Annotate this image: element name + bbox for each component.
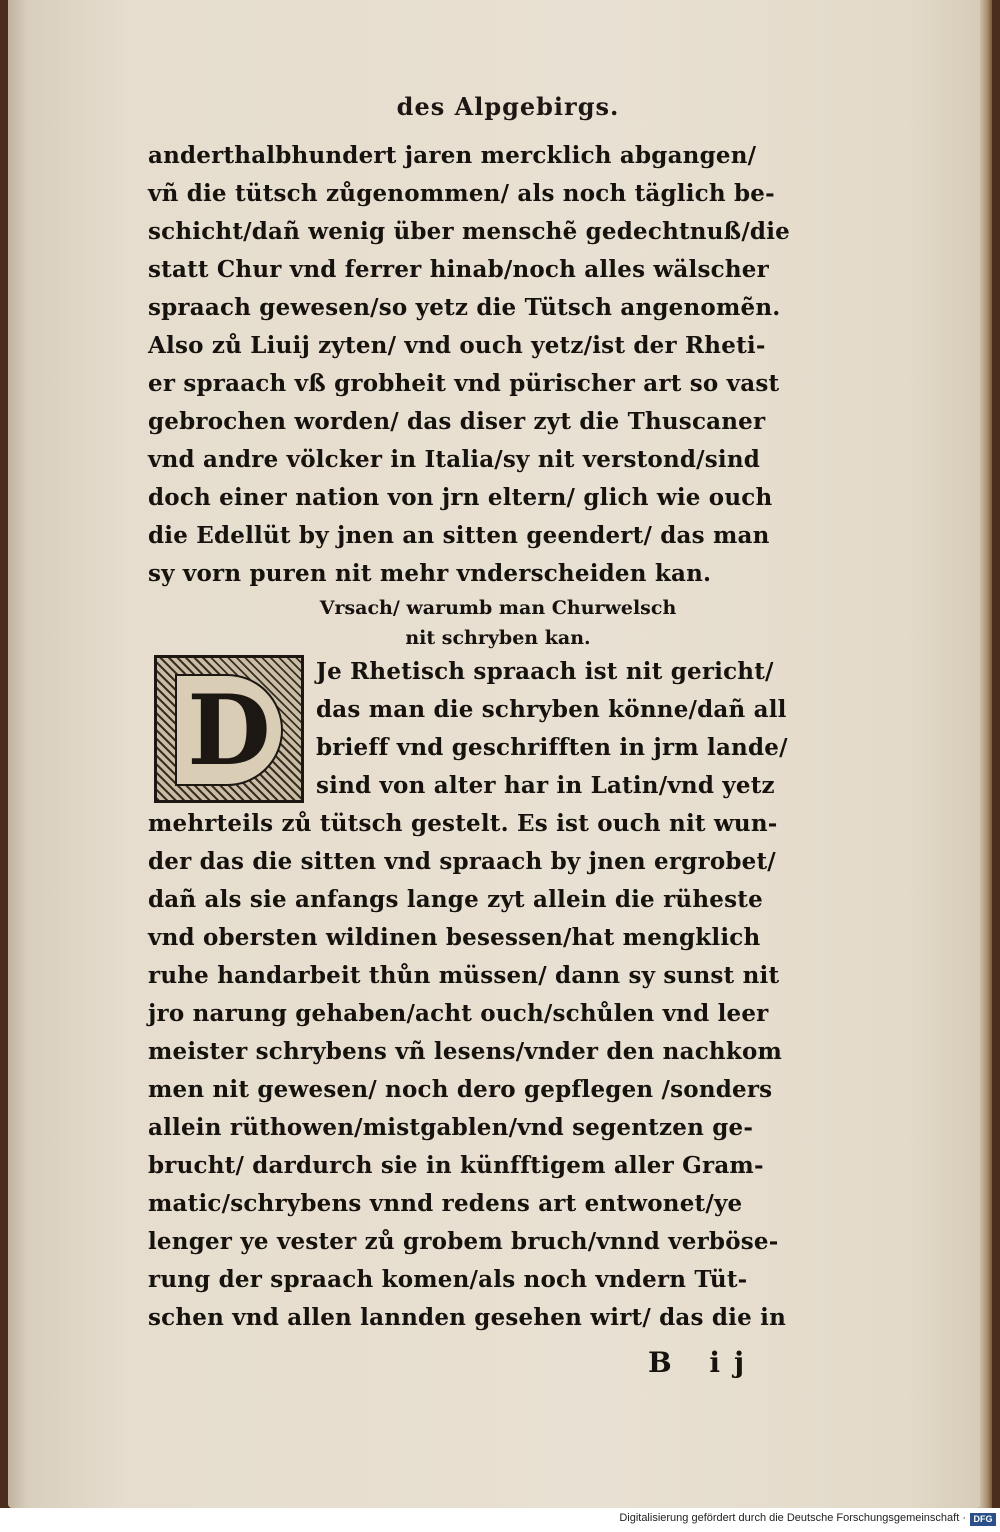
signature-mark: B ij bbox=[648, 1346, 759, 1379]
running-head: des Alpgebirgs. bbox=[396, 92, 620, 121]
text-line: vnd obersten wildinen besessen/hat mengklich bbox=[148, 924, 761, 951]
text-line: er spraach vß grobheit vnd pürischer art so vast bbox=[148, 370, 780, 397]
text-line: die Edellüt by jnen an sitten geendert/ das man bbox=[148, 522, 770, 549]
footer-bar bbox=[0, 1508, 1000, 1532]
text-line: dañ als sie anfangs lange zyt allein die rüheste bbox=[148, 886, 763, 913]
text-line: allein rüthowen/mistgablen/vnd segentzen ge- bbox=[148, 1114, 754, 1141]
text-line: Also zů Liuij zyten/ vnd ouch yetz/ist der Rheti- bbox=[148, 332, 766, 359]
text-line: der das die sitten vnd spraach by jnen ergrobet/ bbox=[148, 848, 776, 875]
text-block bbox=[148, 137, 808, 1337]
text-line: vnd andre völcker in Italia/sy nit verstond/sind bbox=[148, 446, 761, 473]
paper-page bbox=[8, 0, 982, 1508]
text-line: matic/schrybens vnnd redens art entwonet/ye bbox=[148, 1190, 743, 1217]
decorated-initial bbox=[154, 655, 304, 803]
paragraph-top bbox=[148, 137, 808, 593]
initial-letter: D bbox=[175, 674, 283, 786]
text-line: sy vorn puren nit mehr vnderscheiden kan. bbox=[148, 560, 712, 587]
indented-text-line: brieff vnd geschrifften in jrm lande/ bbox=[316, 734, 788, 761]
dfg-logo: DFG bbox=[970, 1513, 996, 1526]
indented-text-line: sind von alter har in Latin/vnd yetz bbox=[316, 772, 775, 799]
indented-text-line: Je Rhetisch spraach ist nit gericht/ bbox=[316, 658, 774, 685]
text-line: doch einer nation von jrn eltern/ glich wie ouch bbox=[148, 484, 773, 511]
text-line: spraach gewesen/so yetz die Tütsch angenomẽn. bbox=[148, 294, 781, 321]
section-heading-line-1: Vrsach/ warumb man Churwelsch bbox=[319, 597, 677, 619]
text-line: brucht/ dardurch sie in künfftigem aller Gram- bbox=[148, 1152, 764, 1179]
book-edge bbox=[980, 0, 992, 1508]
text-line: meister schrybens vñ lesens/vnder den nachkom bbox=[148, 1038, 783, 1065]
footer-credit: Digitalisierung gefördert durch die Deutsche Forschungsgemeinschaft · bbox=[619, 1512, 966, 1524]
text-line: vñ die tütsch zůgenommen/ als noch täglich be- bbox=[148, 180, 775, 207]
text-line: ruhe handarbeit thůn müssen/ dann sy sunst nit bbox=[148, 962, 780, 989]
text-line: schicht/dañ wenig über menschẽ gedechtnuß/die bbox=[148, 218, 790, 245]
drop-cap-paragraph bbox=[148, 653, 808, 805]
text-line: mehrteils zů tütsch gestelt. Es ist ouch nit wun- bbox=[148, 810, 778, 837]
text-line: gebrochen worden/ das diser zyt die Thuscaner bbox=[148, 408, 766, 435]
text-line: schen vnd allen lannden gesehen wirt/ das die in bbox=[148, 1304, 787, 1331]
text-line: rung der spraach komen/als noch vndern Tüt- bbox=[148, 1266, 748, 1293]
section-heading-line-2: nit schryben kan. bbox=[405, 627, 591, 649]
paragraph-bottom bbox=[148, 805, 808, 1337]
text-line: statt Chur vnd ferrer hinab/noch alles wälscher bbox=[148, 256, 769, 283]
text-line: jro narung gehaben/acht ouch/schůlen vnd leer bbox=[148, 1000, 769, 1027]
indented-text-line: das man die schryben könne/dañ all bbox=[316, 696, 787, 723]
text-line: anderthalbhundert jaren mercklich abgangen/ bbox=[148, 142, 757, 169]
text-line: men nit gewesen/ noch dero gepflegen /sonders bbox=[148, 1076, 773, 1103]
text-line: lenger ye vester zů grobem bruch/vnnd verböse- bbox=[148, 1228, 779, 1255]
